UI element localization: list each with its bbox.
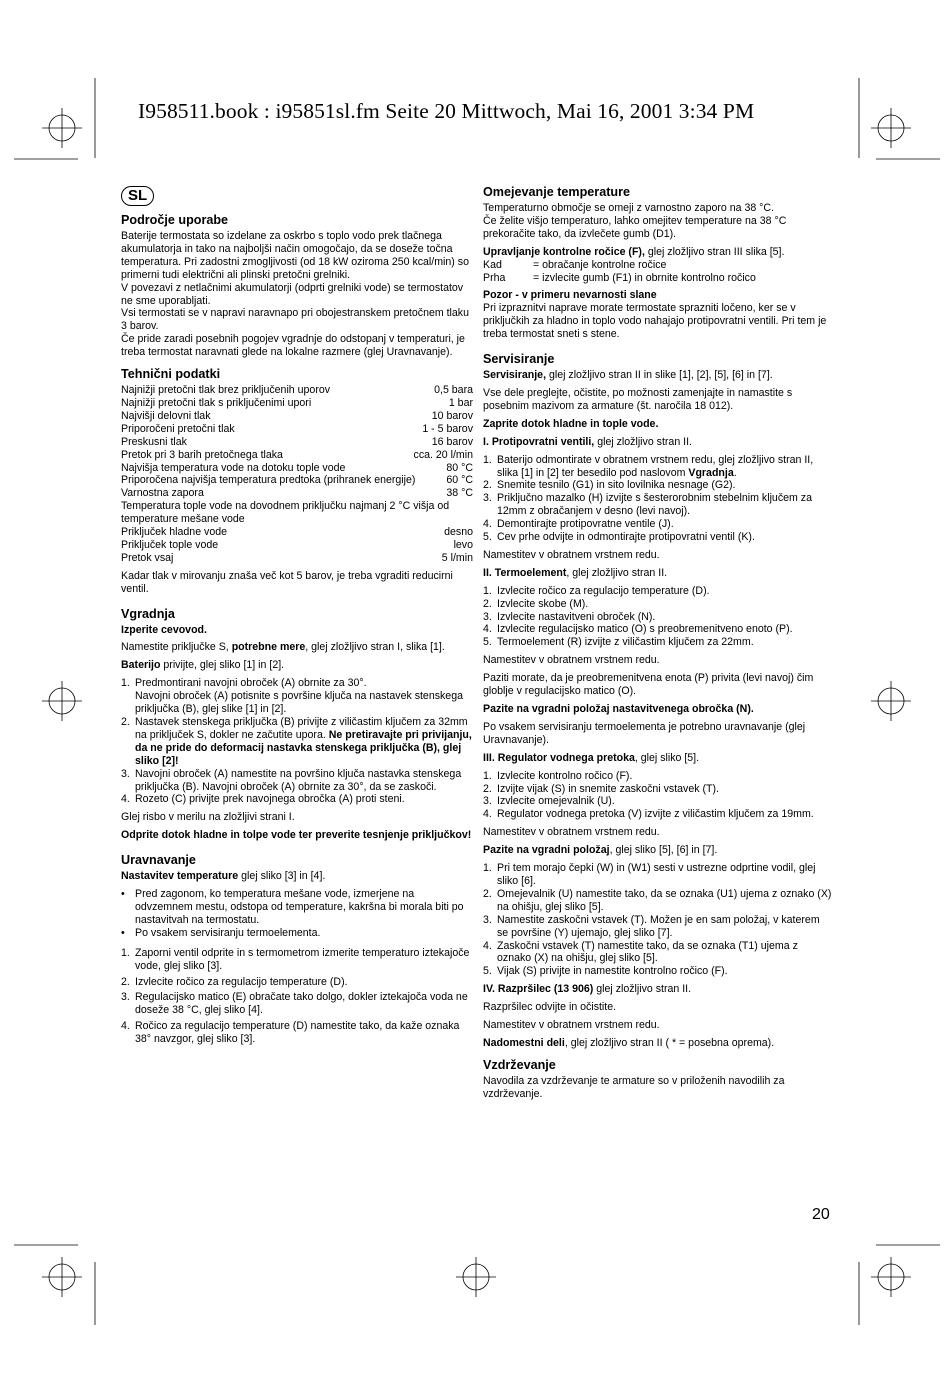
item-number: 2. xyxy=(483,597,492,610)
item-number: 1. xyxy=(483,862,492,875)
bold-text: Vgradnja xyxy=(688,466,734,479)
item-number: 4. xyxy=(483,518,492,531)
item-number: 3. xyxy=(121,767,130,780)
section-title-omejevanje: Omejevanje temperature xyxy=(483,185,630,199)
item-number: 1. xyxy=(483,453,492,466)
list-item xyxy=(483,914,833,940)
item-text xyxy=(497,454,833,480)
bold-text: Odprite dotok hladne in tolpe vode ter preverite tesnjenje priključkov! xyxy=(121,829,472,842)
spec-row xyxy=(121,423,473,436)
list-item xyxy=(121,793,473,806)
paragraph: Vse dele preglejte, očistite, po možnosti zamenjajte in namastite s posebnim mazivom za armature (št. naročila 18 012). xyxy=(483,386,793,412)
print-header: I958511.book : i95851sl.fm Seite 20 Mittwoch, Mai 16, 2001 3:34 PM xyxy=(138,99,755,123)
kv-row xyxy=(483,272,833,285)
list-item xyxy=(121,716,473,768)
item-text: Vijak (S) privijte in namestite kontrolno ročico (F). xyxy=(497,965,728,978)
left-column xyxy=(121,186,473,1051)
list-item xyxy=(483,783,833,796)
item-text: Predmontirani navojni obroček (A) obrnite za 30°. xyxy=(135,677,367,690)
kv-key: Kad xyxy=(483,258,502,271)
list-item xyxy=(121,976,473,989)
bold-text: Nadomestni deli xyxy=(483,1036,565,1049)
paragraph: Temperaturno območje se omeji z varnostno zaporo na 38 °C. xyxy=(483,202,775,214)
item-number: 4. xyxy=(121,793,130,806)
item-number: 4. xyxy=(483,623,492,636)
bold-text: Nastavitev temperature xyxy=(121,870,239,883)
spec-value: cca. 20 l/min xyxy=(413,448,473,461)
spec-value: 16 barov xyxy=(431,435,473,448)
list-item xyxy=(121,768,473,794)
section-title-podrocje: Področje uporabe xyxy=(121,213,229,227)
item-text xyxy=(135,716,473,768)
paragraph xyxy=(121,641,473,654)
position-steps xyxy=(483,862,833,978)
item-number: 3. xyxy=(483,492,492,505)
bullet-item xyxy=(121,927,473,940)
kv-key: Prha xyxy=(483,271,506,284)
item-text: Demontirajte protipovratne ventile (J). xyxy=(497,518,674,531)
paragraph: Če želite višjo temperaturo, lahko omejitev temperature na 38 °C prekoračite tako, da izvlečete gumb (D1). xyxy=(483,214,787,240)
bold-text: Izperite cevovod. xyxy=(121,623,207,636)
item-number xyxy=(121,690,135,716)
spec-label: Najvišji delovni tlak xyxy=(121,409,211,422)
spec-row xyxy=(121,487,473,500)
item-number: 2. xyxy=(483,782,492,795)
text: , glej sliko [5], [6] in [7]. xyxy=(609,844,718,857)
bold-text: IV. Razpršilec (13 906) xyxy=(483,983,594,996)
section-title-uravnavanje: Uravnavanje xyxy=(121,853,196,868)
spec-row xyxy=(121,397,473,410)
right-column xyxy=(483,183,833,1106)
item-text: Cev prhe odvijte in odmontirajte protipovratni ventil (K). xyxy=(497,531,755,544)
paragraph xyxy=(121,659,473,672)
install-steps xyxy=(121,677,473,806)
spec-value: 80 °C xyxy=(446,461,473,474)
spec-row xyxy=(121,384,473,397)
spec-value: 60 °C xyxy=(446,474,473,487)
paragraph xyxy=(483,703,833,716)
bullet-icon: • xyxy=(121,926,125,939)
item-number: 3. xyxy=(483,913,492,926)
bold-text: Ne pretiravajte pri privijanju, da ne pride do deformacij nastavka stenskega priključka (B), glej sliko [2]! xyxy=(135,728,472,767)
bold-text: Baterijo xyxy=(121,659,161,672)
spec-value: levo xyxy=(453,538,473,551)
kv-value: = obračanje kontrolne ročice xyxy=(533,258,667,271)
bold-text: Pazite na vgradni položaj nastavitvenega obročka (N). xyxy=(483,703,754,715)
calibration-steps xyxy=(121,947,473,1046)
item-number: 4. xyxy=(121,1020,130,1033)
list-item xyxy=(483,492,833,518)
bullet-icon: • xyxy=(121,888,125,901)
paragraph xyxy=(483,567,833,580)
section-title-servisiranje: Servisiranje xyxy=(483,352,555,367)
spec-label: Najvišja temperatura vode na dotoku tople vode xyxy=(121,461,346,474)
list-item xyxy=(121,677,473,690)
bold-text: III. Regulator vodnega pretoka xyxy=(483,751,635,764)
language-badge: SL xyxy=(121,186,154,206)
paragraph: Razpršilec odvijte in očistite. xyxy=(483,1001,617,1014)
paragraph: Glej risbo v merilu na zložljivi strani I. xyxy=(121,811,295,824)
bold-text: Pazite na vgradni položaj xyxy=(483,844,610,857)
item-number: 4. xyxy=(483,939,492,952)
list-item xyxy=(121,991,473,1017)
item-number: 4. xyxy=(483,808,492,821)
item-text: Snemite tesnilo (G1) in sito lovilnika nesnage (G2). xyxy=(497,479,736,492)
text: , glej zložljivo stran I, slika [1]. xyxy=(305,641,445,654)
bold-text: potrebne mere xyxy=(231,641,306,654)
paragraph xyxy=(483,1037,833,1050)
spec-list xyxy=(121,384,473,565)
spec-note: Temperatura tople vode na dovodnem priključku najmanj 2 °C višja od temperature mešane vode xyxy=(121,500,450,526)
list-item xyxy=(121,1020,473,1046)
paragraph: Namestitev v obratnem vrstnem redu. xyxy=(483,1019,660,1032)
section-title-vgradnja: Vgradnja xyxy=(121,606,175,621)
paragraph: Paziti morate, da je preobremenitvena enota (P) privita (levi navoj) čim globlje v regulacijsko matico (O). xyxy=(483,672,814,698)
item-text: Zaskočni vstavek (T) namestite tako, da se oznaka (T1) ujema z oznako (X) na ohišju, glej sliko [5]. xyxy=(497,939,798,965)
item-number: 2. xyxy=(121,975,130,988)
item-text: Izvlecite nastavitveni obroček (N). xyxy=(497,610,656,623)
list-item xyxy=(483,965,833,978)
item-text: Izvlecite kontrolno ročico (F). xyxy=(497,769,633,782)
spec-value: 0,5 bara xyxy=(434,384,473,397)
list-item xyxy=(483,862,833,888)
list-item xyxy=(483,518,833,531)
list-item xyxy=(121,690,473,716)
paragraph: Namestitev v obratnem vrstnem redu. xyxy=(483,548,660,561)
item-text: Izvijte vijak (S) in snemite zaskočni vstavek (T). xyxy=(497,782,719,795)
spec-value: 10 barov xyxy=(431,409,473,422)
list-item xyxy=(483,611,833,624)
text: Nastavek stenskega priključka (B) privijte z viličastim ključem za 32mm na priključek S, dokler ne začutite upora. xyxy=(135,716,468,741)
item-text: Omejevalnik (U) namestite tako, da se oznaka (U1) ujema z oznako (X) na ohišju, glej sliko [5]. xyxy=(497,887,832,913)
item-text: Ročico za regulacijo temperature (D) namestite tako, da kaže oznaka 38° navzgor, glej sliko [3]. xyxy=(135,1020,460,1046)
paragraph xyxy=(483,752,833,765)
paragraph: Če pride zaradi posebnih pogojev vgradnje do odstopanj v temperaturi, je treba termostat naravnati glede na lokalne razmere (glej Uravnavanje). xyxy=(121,333,465,359)
item-number: 5. xyxy=(483,531,492,544)
item-text: Regulacijsko matico (E) obračate tako dolgo, dokler iztekajoča voda ne doseže 38 °C, glej sliko [4]. xyxy=(135,991,468,1017)
spec-label: Pretok vsaj xyxy=(121,551,174,564)
spec-row xyxy=(121,552,473,565)
paragraph xyxy=(483,246,833,259)
text: , glej zložljivo stran II. xyxy=(566,566,668,579)
bold-text: Upravljanje kontrolne ročice (F), xyxy=(483,245,645,258)
text: glej zložljivo stran II in slike [1], [2], [5], [6] in [7]. xyxy=(546,369,773,382)
spec-row xyxy=(121,410,473,423)
list-item xyxy=(483,479,833,492)
spec-label: Najnižji pretočni tlak s priključenimi upori xyxy=(121,396,312,409)
list-item xyxy=(483,454,833,480)
item-number: 5. xyxy=(483,965,492,978)
spec-label: Priključek hladne vode xyxy=(121,526,227,539)
spec-label: Priključek tople vode xyxy=(121,538,219,551)
list-item xyxy=(483,940,833,966)
item-text: Izvlecite ročico za regulacijo temperature (D). xyxy=(135,975,348,988)
list-item xyxy=(483,623,833,636)
spec-value: 38 °C xyxy=(446,487,473,500)
list-item xyxy=(483,888,833,914)
page-number: 20 xyxy=(812,1206,830,1223)
item-text: Pred zagonom, ko temperatura mešane vode, izmerjene na odvzemnem mestu, odstopa od temperature, kakršna bi morala biti po nastavitvah na termostatu. xyxy=(135,888,464,926)
item-text: Zaporni ventil odprite in s termometrom izmerite temperaturo iztekajoče vode, glej sliko [3]. xyxy=(135,946,470,972)
spec-row xyxy=(121,526,473,539)
bold-text: Pozor - v primeru nevarnosti slane xyxy=(483,289,657,302)
item-number: 3. xyxy=(121,991,130,1004)
paragraph xyxy=(483,369,833,382)
spec-value: 5 l/min xyxy=(441,551,473,564)
item-text: Rozeto (C) privijte prek navojnega obročka (A) proti steni. xyxy=(135,793,405,806)
list-item xyxy=(483,585,833,598)
item-number: 2. xyxy=(483,887,492,900)
bold-text: Servisiranje, xyxy=(483,369,547,382)
list-item xyxy=(483,770,833,783)
item-text: Navojni obroček (A) namestite na površino ključa nastavka stenskega priključka (B). Navojni obroček (A) obrnite za 30°, da se zaskoči. xyxy=(135,767,462,793)
item-text: Termoelement (R) izvijte z viličastim ključem za 22mm. xyxy=(497,636,754,649)
item-number: 1. xyxy=(483,769,492,782)
item-number: 2. xyxy=(121,716,130,728)
item-number: 5. xyxy=(483,636,492,649)
item-text: Regulator vodnega pretoka (V) izvijte z viličastim ključem za 19mm. xyxy=(497,808,814,821)
spec-label: Priporočeni pretočni tlak xyxy=(121,422,235,435)
item-text: Izvlecite ročico za regulacijo temperature (D). xyxy=(497,584,710,597)
spec-label: Preskusni tlak xyxy=(121,435,187,448)
spec-value: 1 bar xyxy=(448,396,473,409)
spec-row xyxy=(121,436,473,449)
item-text: Po vsakem servisiranju termoelementa. xyxy=(135,926,321,939)
text: glej zložljivo stran II. xyxy=(593,983,692,996)
item-number: 2. xyxy=(483,479,492,492)
paragraph xyxy=(483,436,833,449)
paragraph: Namestitev v obratnem vrstnem redu. xyxy=(483,826,660,839)
list-item xyxy=(121,947,473,973)
text: glej sliko [3] in [4]. xyxy=(238,870,326,883)
paragraph: Kadar tlak v mirovanju znaša več kot 5 barov, je treba vgraditi reducirni ventil. xyxy=(121,569,453,595)
spec-row xyxy=(121,474,473,487)
paragraph: Vsi termostati se v napravi naravnapo pri obojestranskem pretočnem tlaku 3 barov. xyxy=(121,307,469,333)
item-number: 3. xyxy=(483,610,492,623)
paragraph xyxy=(121,829,473,842)
list-item xyxy=(483,598,833,611)
paragraph: Po vsakem servisiranju termoelementa je potrebno uravnavanje (glej Uravnavanje). xyxy=(483,720,806,746)
text: Baterijo odmontirate v obratnem vrstnem redu, glej zložljivo stran II, slika [1] in [2] ter besedilo pod naslovom xyxy=(497,453,814,479)
paragraph xyxy=(483,418,833,431)
item-number: 1. xyxy=(483,584,492,597)
bold-text: II. Termoelement xyxy=(483,566,567,579)
bold-text: Zaprite dotok hladne in tople vode. xyxy=(483,417,659,430)
spec-value: 1 - 5 barov xyxy=(422,422,473,435)
valve-steps xyxy=(483,454,833,544)
paragraph: Pri izpraznitvi naprave morate termostate sprazniti ločeno, ker se v priključkih za hladno in toplo vodo nahajajo protipovratni ventili. Pri tem je treba termostat sneti s stene. xyxy=(483,302,827,341)
text: Namestite priključke S, xyxy=(121,641,232,654)
spec-label: Pretok pri 3 barih pretočnega tlaka xyxy=(121,448,283,461)
paragraph xyxy=(483,289,833,302)
section-title-vzdrzevanje: Vzdrževanje xyxy=(483,1057,556,1072)
item-number: 3. xyxy=(483,795,492,808)
spec-row xyxy=(121,449,473,462)
paragraph: Namestitev v obratnem vrstnem redu. xyxy=(483,654,660,667)
list-item xyxy=(483,636,833,649)
spec-label: Priporočena najvišja temperatura predtoka (prihranek energije) xyxy=(121,474,416,487)
kv-row xyxy=(483,259,833,272)
list-item xyxy=(483,531,833,544)
item-text: Priključno mazalko (H) izvijte s šesterorobnim stebelnim ključem za 12mm z obračanjem v desno (levi navoj). xyxy=(497,492,812,518)
text: privijte, glej sliko [1] in [2]. xyxy=(160,659,285,672)
list-item xyxy=(483,795,833,808)
paragraph: Navodila za vzdrževanje te armature so v priloženih navodilih za vzdrževanje. xyxy=(483,1074,785,1100)
paragraph xyxy=(121,624,473,637)
spec-label: Najnižji pretočni tlak brez priključenih uporov xyxy=(121,384,331,397)
item-text: Pri tem morajo čepki (W) in (W1) sesti v ustrezne odprtine vodil, glej sliko [6]. xyxy=(497,862,816,887)
text: . xyxy=(733,466,737,479)
bullet-item xyxy=(121,888,473,927)
paragraph: Baterije termostata so izdelane za oskrbo s toplo vodo prek tlačnega akumulatorja in tako na najboljši način omogočajo, da se doseže točna temperatura. Pri zadostni zmogljivosti (od 18 kW oziroma 250 kcal/min) so primerni tudi električni ali plinski pretočni grelniki. xyxy=(121,230,469,281)
paragraph: V povezavi z netlačnimi akumulatorji (odprti grelniki vode) se termostatov ne sme uporabljati. xyxy=(121,281,464,307)
bullet-list xyxy=(121,888,473,940)
item-number: 1. xyxy=(121,677,130,690)
paragraph xyxy=(483,983,833,996)
bold-text: I. Protipovratni ventili, xyxy=(483,435,595,448)
text: glej zložljivo stran III slika [5]. xyxy=(644,245,785,258)
text: , glej zložljivo stran II ( * = posebna oprema). xyxy=(564,1036,775,1049)
paragraph xyxy=(483,844,833,857)
thermo-steps xyxy=(483,585,833,650)
item-text: Navojni obroček (A) potisnite s površine ključa na nastavek stenskega priključka (B), glej slike [1] in [2]. xyxy=(135,690,463,716)
spec-row xyxy=(121,539,473,552)
item-text: Izvlecite omejevalnik (U). xyxy=(497,795,615,808)
text: , glej sliko [5]. xyxy=(634,751,700,764)
paragraph xyxy=(121,870,473,883)
item-number: 1. xyxy=(121,946,130,959)
item-text: Namestite zaskočni vstavek (T). Možen je en sam položaj, v katerem se površine (Y) ujemajo, glej sliko [7]. xyxy=(497,913,820,939)
item-text: Izvlecite skobe (M). xyxy=(497,597,589,610)
list-item xyxy=(483,808,833,821)
text: glej zložljivo stran II. xyxy=(594,435,692,448)
item-text: Izvlecite regulacijsko matico (O) s preobremenitveno enoto (P). xyxy=(497,623,793,636)
spec-label: Varnostna zapora xyxy=(121,487,204,500)
spec-row xyxy=(121,462,473,475)
kv-value: = izvlecite gumb (F1) in obrnite kontrolno ročico xyxy=(533,271,756,284)
spec-value: desno xyxy=(444,526,473,539)
regulator-steps xyxy=(483,770,833,822)
section-title-tehnicni: Tehnični podatki xyxy=(121,367,221,382)
